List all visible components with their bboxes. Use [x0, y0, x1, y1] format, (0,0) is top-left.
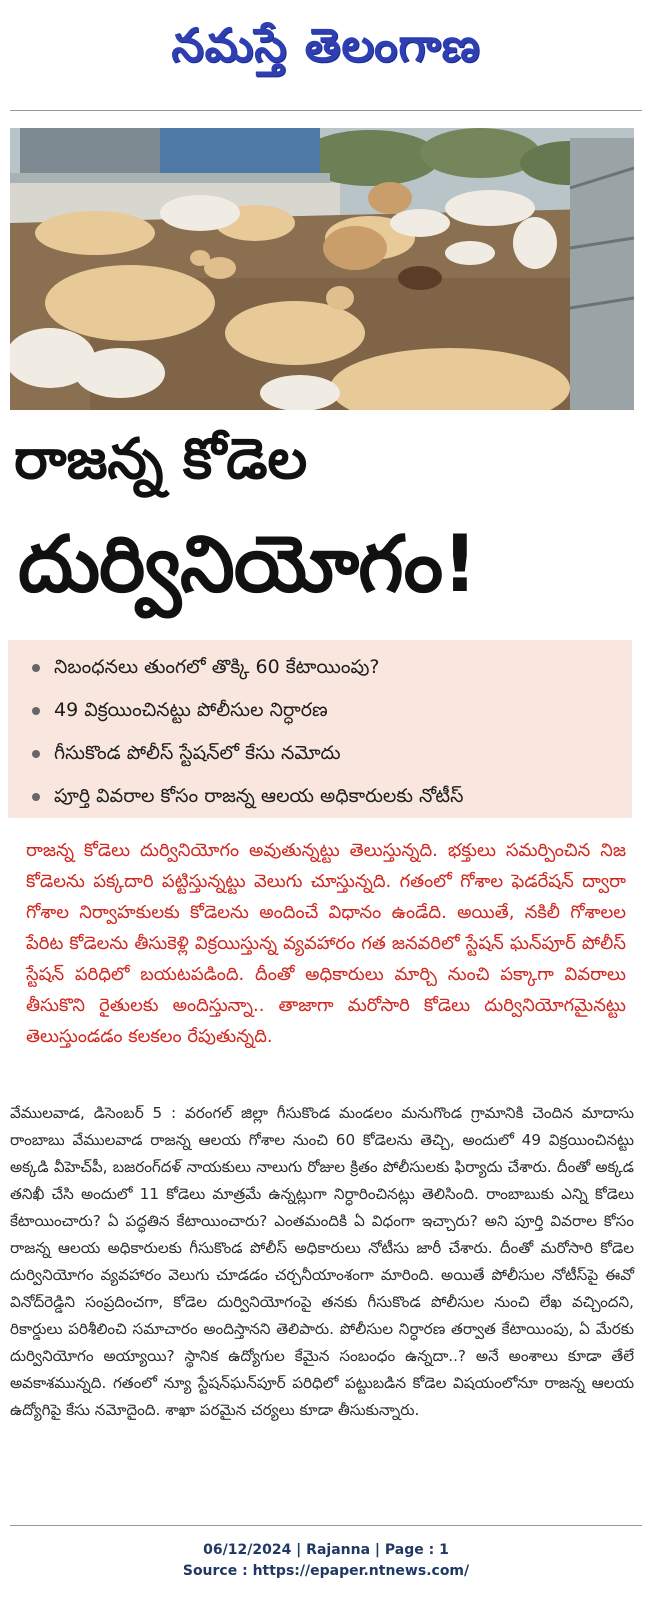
highlight-item	[28, 689, 632, 732]
bullet-dot-icon	[32, 664, 40, 672]
intro-paragraph: రాజన్న కోడెలు దుర్వినియోగం అవుతున్నట్టు తెలుస్తున్నది. భక్తులు సమర్పించిన నిజ కోడెలను పక్కదారి పట్టిస్తున్నట్టు వెలుగు చూస్తున్నది. గతంలో గోశాల ఫెడరేషన్ ద్వారా గోశాల నిర్వాహకులకు కోడెలను అందించే విధానం ఉండేది. అయితే, నకిలీ గోశాలల పేరిట కోడెలను తీసుకెళ్లి విక్రయిస్తున్న వ్యవహారం గత జనవరిలో స్టేషన్ ఘన్‌పూర్ పోలీస్ స్టేషన్ పరిధిలో బయటపడింది. దీంతో అధికారులు మార్చి నుంచి పక్కాగా వివరాలు తీసుకొని రైతులకు అందిస్తున్నా.. తాజాగా మరోసారి కోడెలు దుర్వినియోగమైనట్టు తెలుస్తుండడం కలకలం రేపుతున్నది.	[26, 840, 626, 1047]
highlight-text: పూర్తి వివరాల కోసం రాజన్న ఆలయ అధికారులకు నోటీస్	[54, 785, 464, 807]
headline-line-2: దుర్వినియోగం!	[18, 520, 477, 610]
highlight-item	[28, 732, 632, 775]
highlights-box	[8, 640, 632, 818]
highlight-item	[28, 775, 632, 818]
headline-line-1: రాజన్న కోడెల	[14, 427, 308, 492]
footer-edition-info: 06/12/2024 | Rajanna | Page : 1	[203, 1542, 449, 1558]
bottom-divider	[10, 1525, 642, 1526]
bullet-dot-icon	[32, 707, 40, 715]
highlight-text: 49 విక్రయించినట్టు పోలీసుల నిర్ధారణ	[54, 699, 328, 721]
page-footer	[0, 1540, 652, 1582]
newspaper-logo: నమస్తే తెలంగాణ	[171, 18, 481, 72]
highlight-text: నిబంధనలు తుంగలో తొక్కి 60 కేటాయింపు?	[54, 656, 380, 678]
footer-source-link[interactable]: Source : https://epaper.ntnews.com/	[182, 1563, 470, 1579]
bullet-dot-icon	[32, 793, 40, 801]
top-divider	[10, 110, 642, 111]
highlight-item	[28, 646, 632, 689]
bullet-dot-icon	[32, 750, 40, 758]
masthead	[0, 0, 652, 108]
highlight-text: గీసుకొండ పోలీస్ స్టేషన్‌లో కేసు నమోదు	[54, 742, 341, 764]
cattle-shed-photo	[10, 128, 634, 410]
article-body: వేములవాడ, డిసెంబర్ 5 : వరంగల్ జిల్లా గీసుకొండ మండలం మనుగొండ గ్రామానికి చెందిన మాదాసు రాంబాబు వేములవాడ రాజన్న ఆలయ గోశాల నుంచి 60 కోడెలను తెచ్చి, అందులో 49 విక్రయించినట్టు అక్కడి వీహెచ్‌పీ, బజరంగ్‌దళ్ నాయకులు నాలుగు రోజుల క్రితం పోలీసులకు ఫిర్యాదు చేశారు. దీంతో అక్కడ తనిఖీ చేసి అందులో 11 కోడెలు మాత్రమే ఉన్నట్లుగా నిర్ధారించినట్లు తెలిసింది. రాంబాబుకు ఎన్ని కోడెలు కేటాయించారు? ఏ పద్ధతిన కేటాయించారు? ఎంతమందికి ఏ విధంగా ఇచ్చారు? అని పూర్తి వివరాల కోసం రాజన్న ఆలయ అధికారులకు గీసుకొండ పోలీస్ అధికారులు నోటీసు జారీ చేశారు. దీంతో మరోసారి కోడెల దుర్వినియోగం వ్యవహారం వెలుగు చూడడం చర్చనీయాంశంగా మారింది. అయితే పోలీసుల నోటీస్‌పై ఈవో వినోద్‌రెడ్డిని సంప్రదించగా, కోడెల దుర్వినియోగంపై తనకు గీసుకొండ పోలీసుల నుంచి లేఖ వచ్చిందని, రికార్డులు పరిశీలించి సమాచారం అందిస్తానని తెలిపారు. పోలీసుల నిర్ధారణ తర్వాత కేటాయింపు, ఏ మేరకు దుర్వినియోగం అయ్యాయి? స్థానిక ఉద్యోగుల కేమైన సంబంధం ఉన్నదా..? అనే అంశాలు కూడా తేలే అవకాశమున్నది. గతంలో న్యూ స్టేషన్‌ఘన్‌పూర్ పరిధిలో పట్టుబడిన కోడెల విషయంలోనూ రాజన్న ఆలయ ఉద్యోగిపై కేసు నమోదైంది. శాఖా పరమైన చర్యలు కూడా తీసుకున్నారు.	[10, 1104, 634, 1419]
